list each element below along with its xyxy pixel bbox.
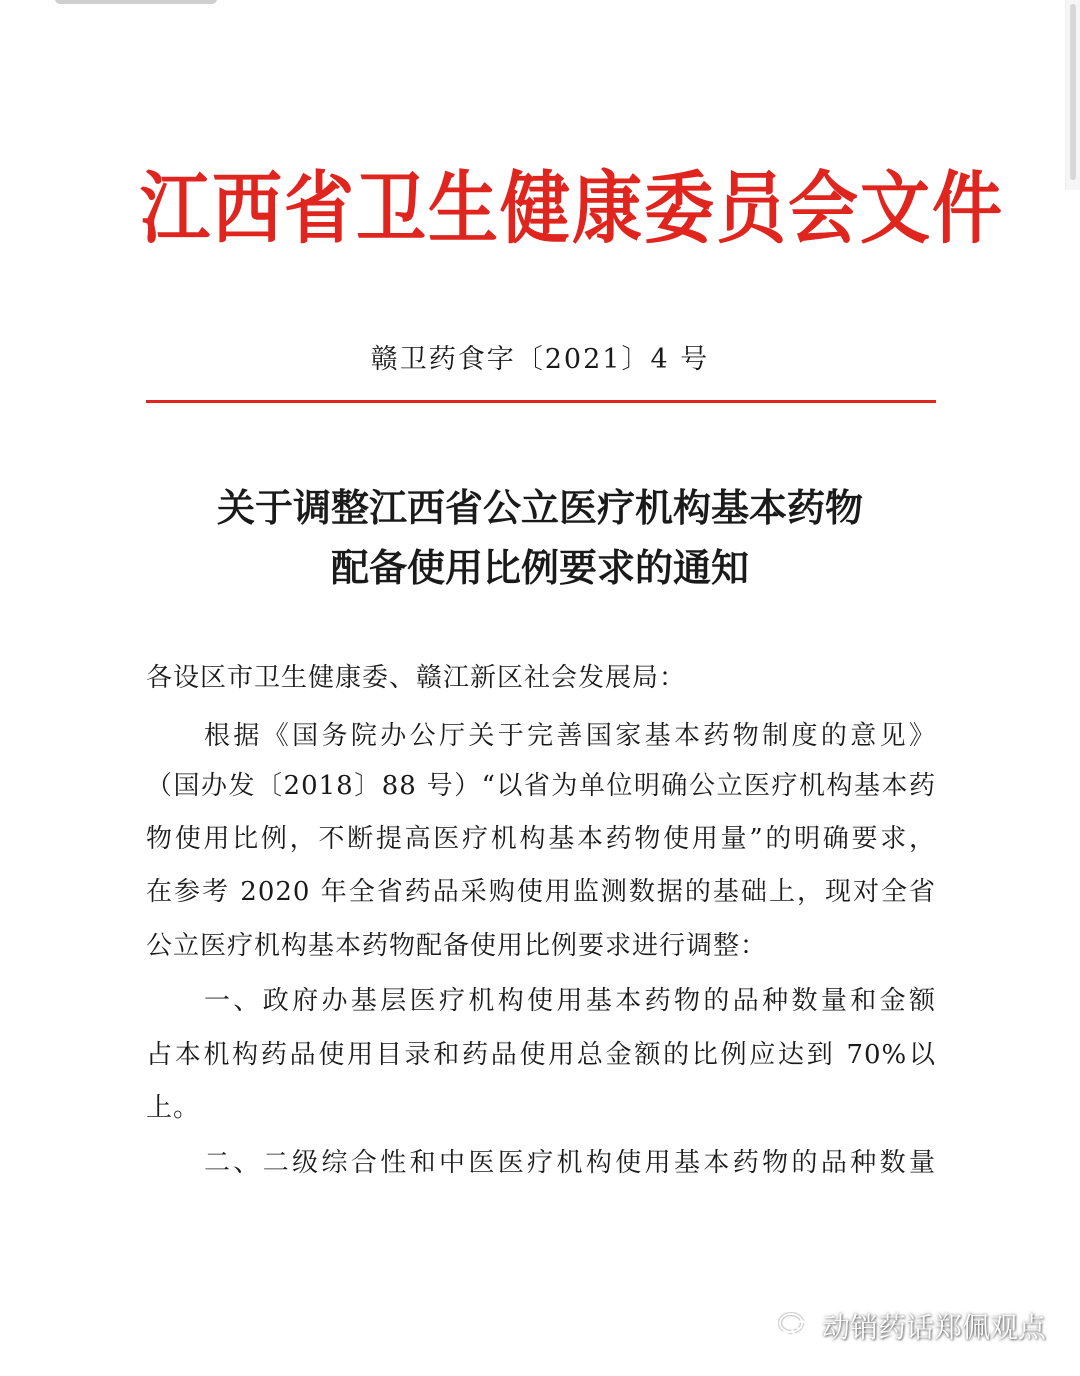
- red-divider: [146, 400, 936, 403]
- paragraph-1-line-3: 物使用比例，不断提高医疗机构基本药物使用量”的明确要求，: [146, 824, 936, 854]
- top-handle: [55, 0, 217, 4]
- document-number: 赣卫药食字〔2021〕4 号: [370, 344, 710, 375]
- issuer-heading: 江西省卫生健康委员会文件: [140, 162, 1004, 255]
- document-title: [140, 478, 940, 598]
- paragraph-1-line-2: （国办发〔2018〕88 号）“以省为单位明确公立医疗机构基本药: [146, 771, 936, 801]
- paragraph-3-line-1: 二、二级综合性和中医医疗机构使用基本药物的品种数量: [204, 1148, 936, 1178]
- paragraph-2-line-3: 上。: [146, 1093, 201, 1123]
- paragraph-2-line-2: 占本机构药品使用目录和药品使用总金额的比例应达到 70%以: [146, 1040, 936, 1070]
- scrollbar[interactable]: [1065, 0, 1080, 190]
- watermark-text: 动销药话郑佩观点: [821, 1311, 1046, 1344]
- watermark: [778, 1306, 1046, 1346]
- paragraph-1-line-1: 根据《国务院办公厅关于完善国家基本药物制度的意见》: [204, 721, 936, 751]
- paragraph-2-line-1: 一、政府办基层医疗机构使用基本药物的品种数量和金额: [204, 986, 936, 1016]
- paragraph-1-line-5: 公立医疗机构基本药物配备使用比例要求进行调整：: [146, 931, 768, 961]
- paragraph-1-line-4: 在参考 2020 年全省药品采购使用监测数据的基础上，现对全省: [146, 877, 936, 907]
- title-line-2: 配备使用比例要求的通知: [330, 545, 749, 590]
- wechat-icon: [778, 1312, 812, 1340]
- salutation: 各设区市卫生健康委、赣江新区社会发展局：: [146, 663, 687, 693]
- scrollbar-thumb[interactable]: [1070, 4, 1076, 180]
- title-line-1: 关于调整江西省公立医疗机构基本药物: [216, 485, 863, 530]
